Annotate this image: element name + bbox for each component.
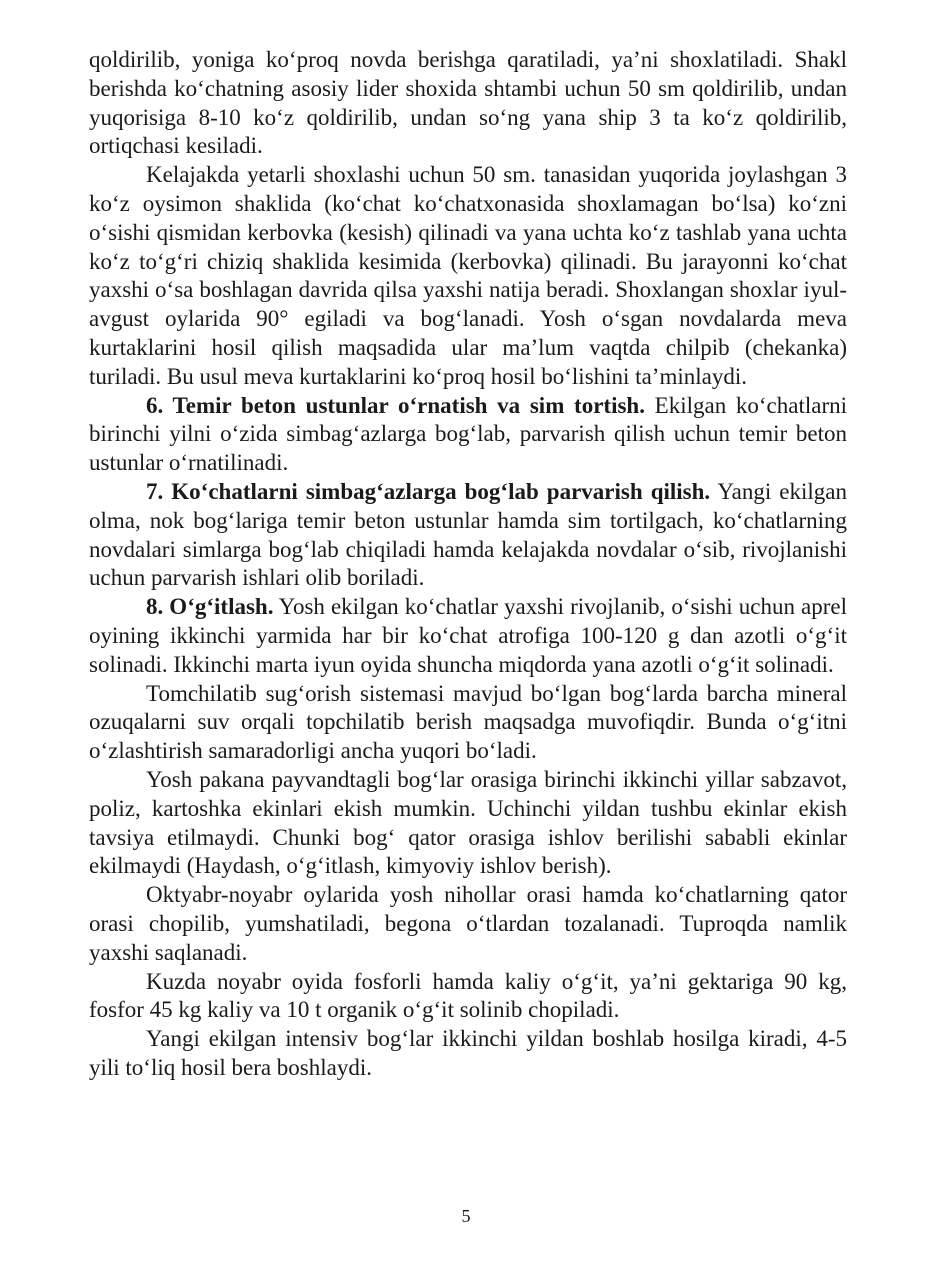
paragraph-text: Ekilgan ko‘chatlarni birinchi yilni o‘zida simbag‘azlarga bog‘lab, parvarish qilish uchun temir beton ustunlar o‘rnatilinadi. [89, 392, 848, 476]
section-heading: 6. Temir beton ustunlar o‘rnatish va sim tortish. [146, 392, 645, 418]
paragraph-text: Yosh ekilgan ko‘chatlar yaxshi rivojlanib, o‘sishi uchun aprel oyining ikkinchi yarmida har bir ko‘chat atrofiga 100-120 g dan azotli o‘g‘it solinadi. Ikkinchi marta iyun oyida shuncha miqdorda yana azotli o‘g‘it solinadi. [89, 594, 847, 677]
paragraph-text: Yangi ekilgan olma, nok bog‘lariga temir beton ustunlar hamda sim tortilgach, ko‘chatlarning novdalari simlarga bog‘lab chiqiladi hamda kelajakda novdalar o‘sib, rivojlanishi uchun parvarish ishlari olib boriladi. [89, 478, 847, 591]
section-7-paragraph [89, 478, 847, 593]
paragraph [89, 766, 847, 881]
paragraph-text: Oktyabr-noyabr oylarida yosh nihollar orasi hamda ko‘chatlarning qator orasi chopilib, yumshatiladi, begona o‘tlardan tozalanadi. Tuproqda namlik yaxshi saqlanadi. [89, 882, 847, 965]
paragraph-text: Kuzda noyabr oyida fosforli hamda kaliy o‘g‘it, ya’ni gektariga 90 kg, fosfor 45 kg kaliy va 10 t organik o‘g‘it solinib chopiladi. [89, 968, 847, 1023]
paragraph [89, 161, 847, 391]
paragraph-text: Tomchilatib sug‘orish sistemasi mavjud bo‘lgan bog‘larda barcha mineral ozuqalarni suv orqali topchilatib berish maqsadga muvofiqdir. Bunda o‘g‘itni o‘zlashtirish samaradorligi ancha yuqori bo‘ladi. [89, 680, 847, 764]
paragraph-text: Yangi ekilgan intensiv bog‘lar ikkinchi yildan boshlab hosilga kiradi, 4-5 yili to‘liq hosil bera boshlaydi. [89, 1026, 847, 1080]
section-8-paragraph [89, 593, 847, 679]
paragraph [89, 1025, 847, 1083]
section-heading: 8. O‘g‘itlash. [146, 594, 274, 620]
paragraph-text: qoldirilib, yoniga ko‘proq novda berishga qaratiladi, ya’ni shoxlatiladi. Shakl berishda ko‘chatning asosiy lider shoxida shtambi uchun 50 sm qoldirilib, undan yuqorisiga 8-10 ko‘z qoldirilib, undan so‘ng yana ship 3 ta ko‘z qoldirilib, ortiqchasi kesiladi. [89, 47, 847, 159]
paragraph-continuation [89, 46, 847, 161]
paragraph [89, 881, 847, 967]
paragraph [89, 968, 847, 1026]
page-body [89, 46, 847, 1083]
paragraph [89, 680, 847, 766]
page-number: 5 [461, 1206, 471, 1226]
section-heading: 7. Ko‘chatlarni simbag‘azlarga bog‘lab parvarish qilish. [146, 478, 711, 504]
paragraph-text: Yosh pakana payvandtagli bog‘lar orasiga birinchi ikkinchi yillar sabzavot, poliz, kartoshka ekinlari ekish mumkin. Uchinchi yildan tushbu ekinlar ekish tavsiya etilmaydi. Chunki bog‘ qator orasiga ishlov berilishi sababli ekinlar ekilmaydi (Haydash, o‘g‘itlash, kimyoviy ishlov berish). [89, 766, 847, 879]
section-6-paragraph [89, 392, 847, 478]
paragraph-text: Kelajakda yetarli shoxlashi uchun 50 sm. tanasidan yuqorida joylashgan 3 ko‘z oysimon shaklida (ko‘chat ko‘chatxonasida shoxlamagan bo‘lsa) ko‘zni o‘sishi qismidan kerbovka (kesish) qilinadi va yana uchta ko‘z tashlab yana uchta ko‘z to‘g‘ri chiziq shaklida kesimida (kerbovka) qilinadi. Bu jarayonni ko‘chat yaxshi o‘sa boshlagan davrida qilsa yaxshi natija beradi. Shoxlangan shoxlar iyul-avgust oylarida 90° egiladi va bog‘lanadi. Yosh o‘sgan novdalarda meva kurtaklarini hosil qilish maqsadida ular ma’lum vaqtda chilpib (chekanka) turiladi. Bu usul meva kurtaklarini ko‘proq hosil bo‘lishini ta’minlaydi. [89, 162, 847, 389]
